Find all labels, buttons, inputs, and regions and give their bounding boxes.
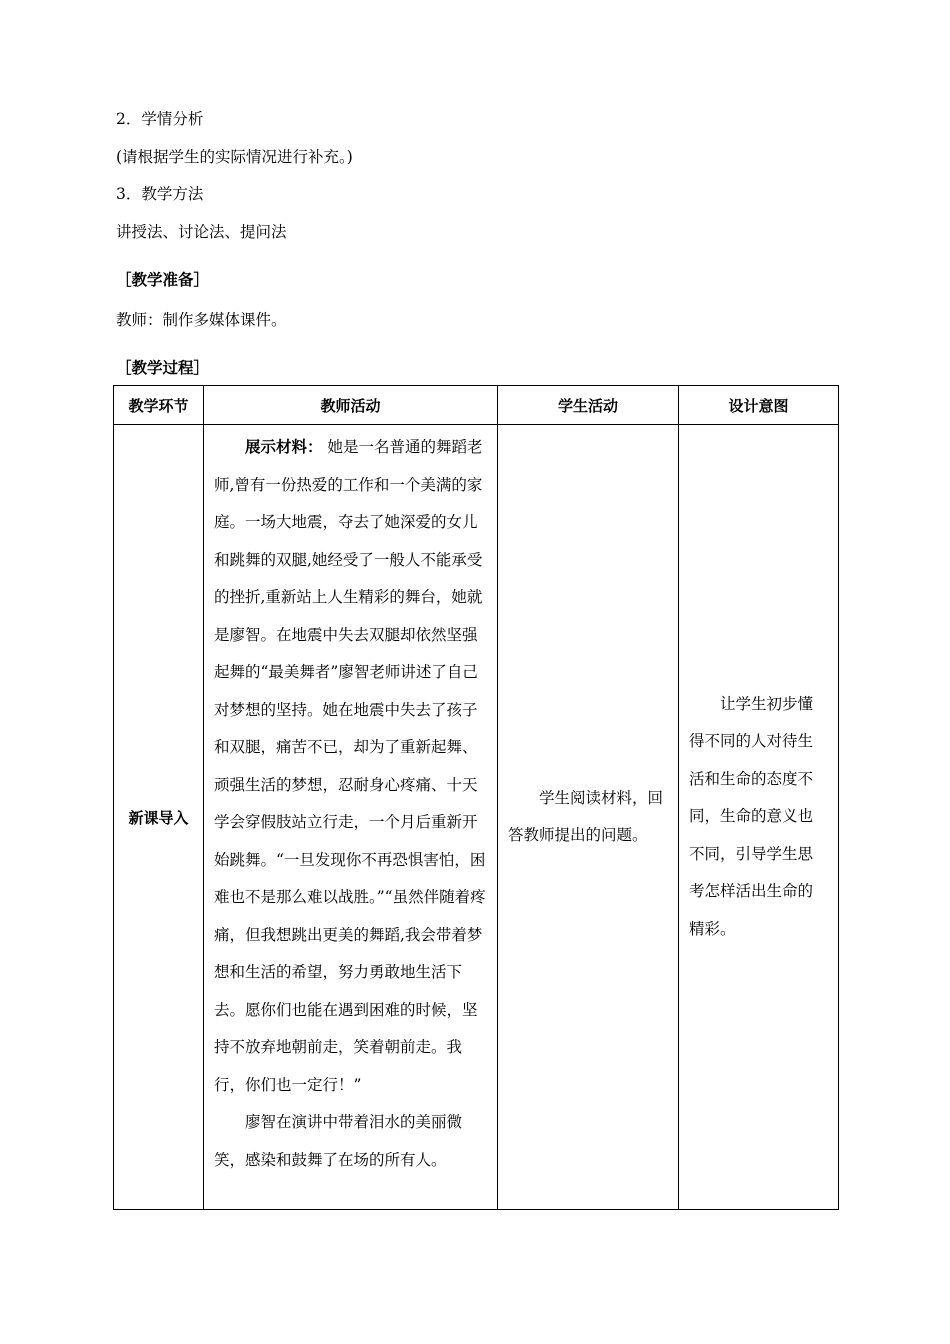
student-activity-text: 学生阅读材料，回答教师提出的问题。	[508, 788, 664, 844]
stage-cell: 新课导入	[114, 425, 204, 1210]
section-heading-prep: ［教学准备］	[116, 271, 210, 289]
material-text: 她是一名普通的舞蹈老师,曾有一份热爱的工作和一个美满的家庭。一场大地震，夺去了她深爱的女儿和跳舞的双腿,她经受了一般人不能承受的挫折,重新站上人生精彩的舞台，她就是廖智。在地震中失去双腿却依然坚强起舞的“最美舞者”廖智老师讲述了自己对梦想的坚持。她在地震中失去了孩子和双腿，痛苦不已，却为了重新起舞、顽强生活的梦想，忍耐身心疼痛、十天学会穿假肢站立行走，一个月后重新开始跳舞。“一旦发现你不再恐惧害怕，困难也不是那么难以战胜。”“虽然伴随着疼痛，但我想跳出更美的舞蹈,我会带着梦想和生活的希望，努力勇敢地生活下去。愿你们也能在遇到困难的时候，坚持不放弃地朝前走，笑着朝前走。我行，你们也一定行！”	[214, 438, 486, 1094]
table-header-row	[114, 386, 839, 425]
design-intent-cell	[679, 425, 839, 1210]
lesson-process-table	[113, 385, 839, 1210]
section-heading-process: ［教学过程］	[116, 359, 210, 377]
table-row	[114, 425, 839, 1210]
teacher-paragraph-1	[214, 429, 487, 1104]
method-text: 讲授法、讨论法、提问法	[116, 223, 287, 241]
header-stage: 教学环节	[114, 386, 204, 425]
header-teacher-activity: 教师活动	[204, 386, 498, 425]
teacher-paragraph-2: 廖智在演讲中带着泪水的美丽微笑，感染和鼓舞了在场的所有人。	[214, 1113, 463, 1169]
material-label: 展示材料：	[245, 438, 323, 456]
header-design-intent: 设计意图	[679, 386, 839, 425]
header-student-activity: 学生活动	[498, 386, 679, 425]
prep-text: 教师：制作多媒体课件。	[116, 311, 287, 329]
teacher-activity-cell	[204, 425, 498, 1210]
section-heading-analysis: 2．学情分析	[116, 110, 204, 128]
design-intent-text: 让学生初步懂得不同的人对待生活和生命的态度不同，生命的意义也不同，引导学生思考怎样活出生命的精彩。	[689, 694, 814, 938]
analysis-note: (请根据学生的实际情况进行补充。)	[116, 148, 353, 166]
student-activity-cell	[498, 425, 679, 1210]
section-heading-method: 3．教学方法	[116, 185, 204, 203]
